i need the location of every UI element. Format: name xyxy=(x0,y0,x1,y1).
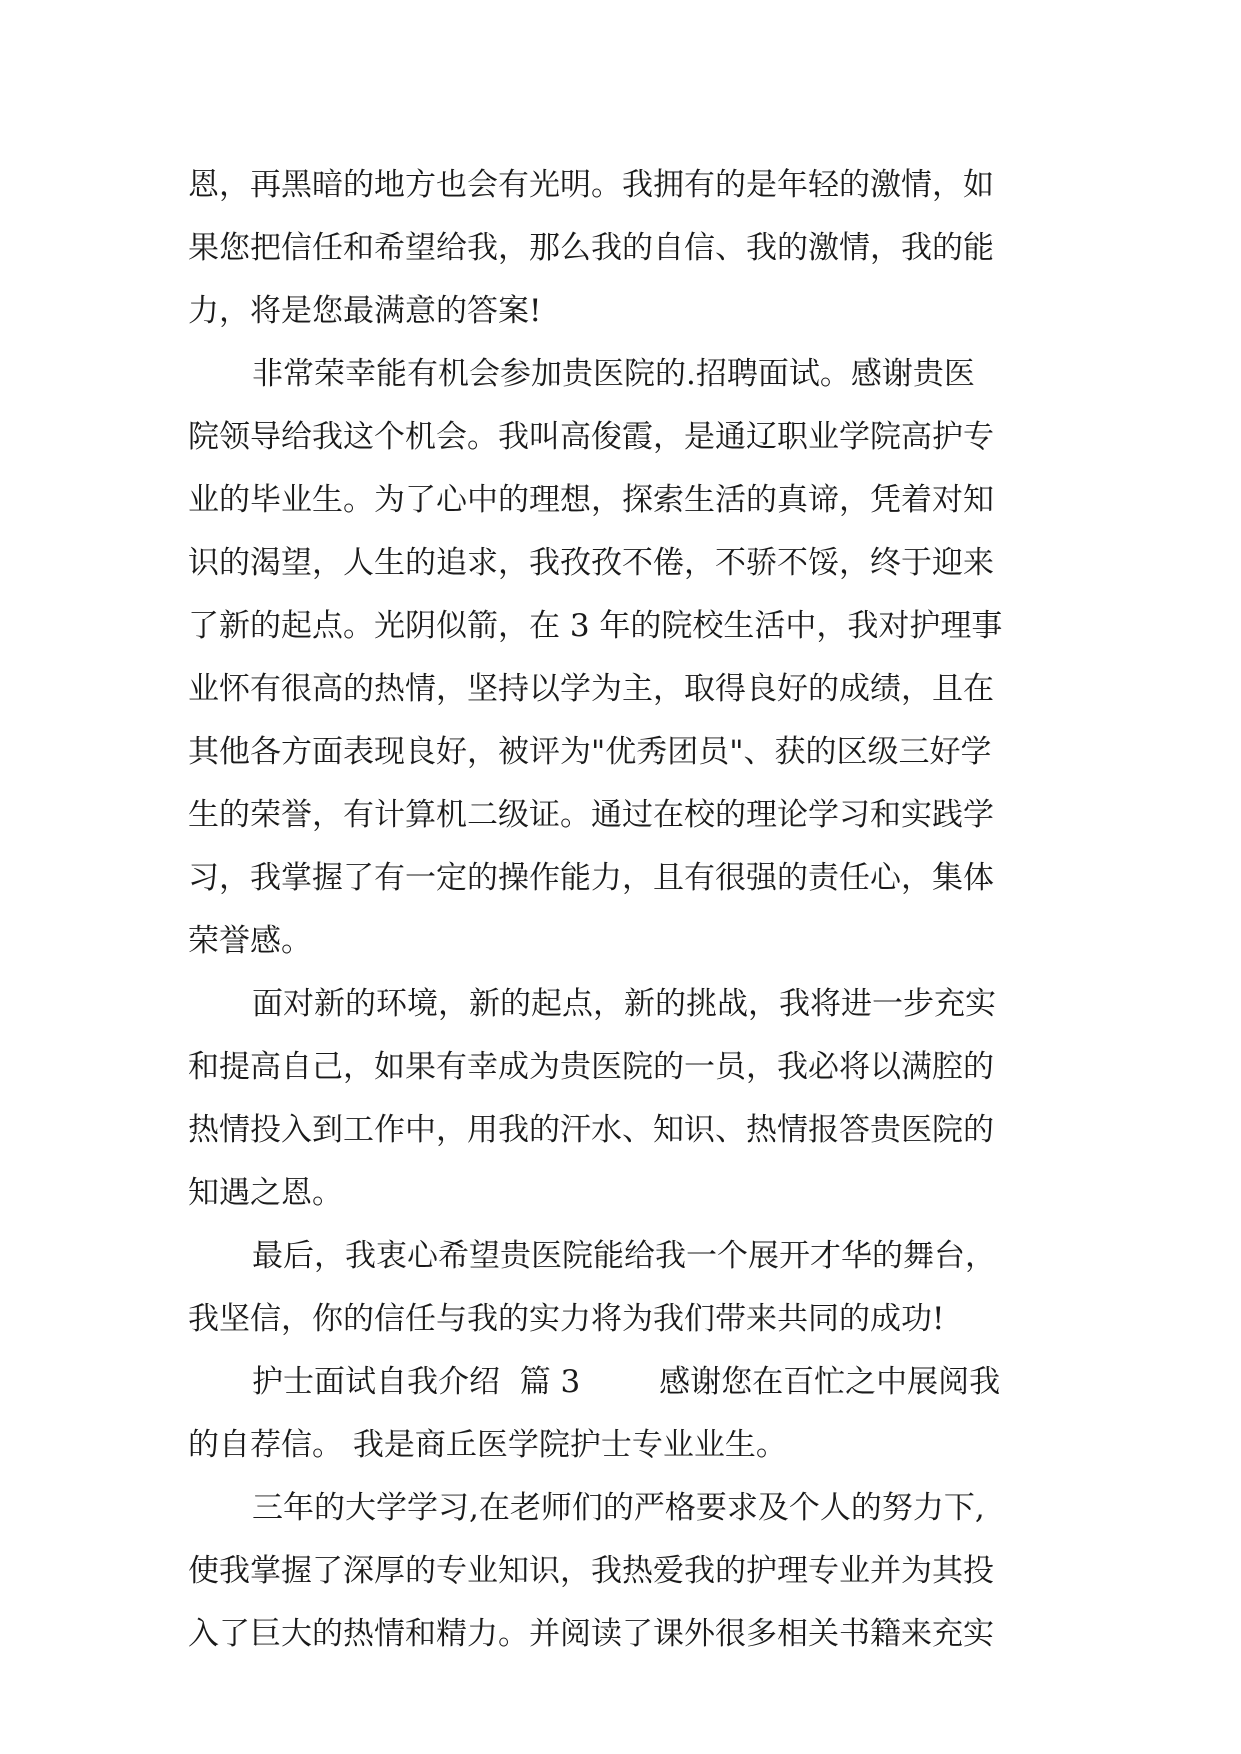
text-line: 面对新的环境，新的起点，新的挑战，我将进一步充实 xyxy=(252,986,996,1022)
paragraph-6 xyxy=(188,1477,1068,1666)
text-line: 入了巨大的热情和精力。并阅读了课外很多相关书籍来充实 xyxy=(188,1616,994,1652)
text-line: 生的荣誉，有计算机二级证。通过在校的理论学习和实践学 xyxy=(188,797,994,833)
text-line: 习，我掌握了有一定的操作能力，且有很强的责任心，集体 xyxy=(188,860,994,896)
text-line: 使我掌握了深厚的专业知识，我热爱我的护理专业并为其投 xyxy=(188,1553,994,1589)
text-line: 力，将是您最满意的答案! xyxy=(188,293,542,329)
text-line: 业的毕业生。为了心中的理想，探索生活的真谛，凭着对知 xyxy=(188,482,994,518)
text-line: 和提高自己，如果有幸成为贵医院的一员，我必将以满腔的 xyxy=(188,1049,994,1085)
paragraph-5 xyxy=(188,1351,1068,1477)
text-line: 我坚信，你的信任与我的实力将为我们带来共同的成功! xyxy=(188,1301,945,1337)
paragraph-4 xyxy=(188,1225,1068,1351)
text-line: 业怀有很高的热情，坚持以学为主，取得良好的成绩，且在 xyxy=(188,671,994,707)
text-line: 最后，我衷心希望贵医院能给我一个展开才华的舞台， xyxy=(252,1238,996,1274)
section-heading-line: 护士面试自我介绍 篇 3 感谢您在百忙之中展阅我 xyxy=(252,1364,1001,1400)
text-line: 三年的大学学习,在老师们的严格要求及个人的努力下, xyxy=(252,1490,985,1526)
paragraph-1 xyxy=(188,154,1068,343)
text-line: 荣誉感。 xyxy=(188,923,312,959)
text-line: 非常荣幸能有机会参加贵医院的.招聘面试。感谢贵医 xyxy=(252,356,975,392)
text-line: 院领导给我这个机会。我叫高俊霞，是通辽职业学院高护专 xyxy=(188,419,994,455)
text-line: 知遇之恩。 xyxy=(188,1175,343,1211)
text-line: 的自荐信。 我是商丘医学院护士专业业生。 xyxy=(188,1427,787,1463)
paragraph-3 xyxy=(188,973,1068,1225)
text-line: 识的渴望，人生的追求，我孜孜不倦，不骄不馁，终于迎来 xyxy=(188,545,994,581)
text-line: 了新的起点。光阴似箭，在 3 年的院校生活中，我对护理事 xyxy=(188,608,1003,644)
text-line: 热情投入到工作中，用我的汗水、知识、热情报答贵医院的 xyxy=(188,1112,994,1148)
text-line: 果您把信任和希望给我，那么我的自信、我的激情，我的能 xyxy=(188,230,994,266)
paragraph-2 xyxy=(188,343,1068,973)
text-line: 恩，再黑暗的地方也会有光明。我拥有的是年轻的激情，如 xyxy=(188,167,994,203)
document-body xyxy=(188,154,1068,1666)
text-line: 其他各方面表现良好，被评为"优秀团员"、获的区级三好学 xyxy=(188,734,992,770)
